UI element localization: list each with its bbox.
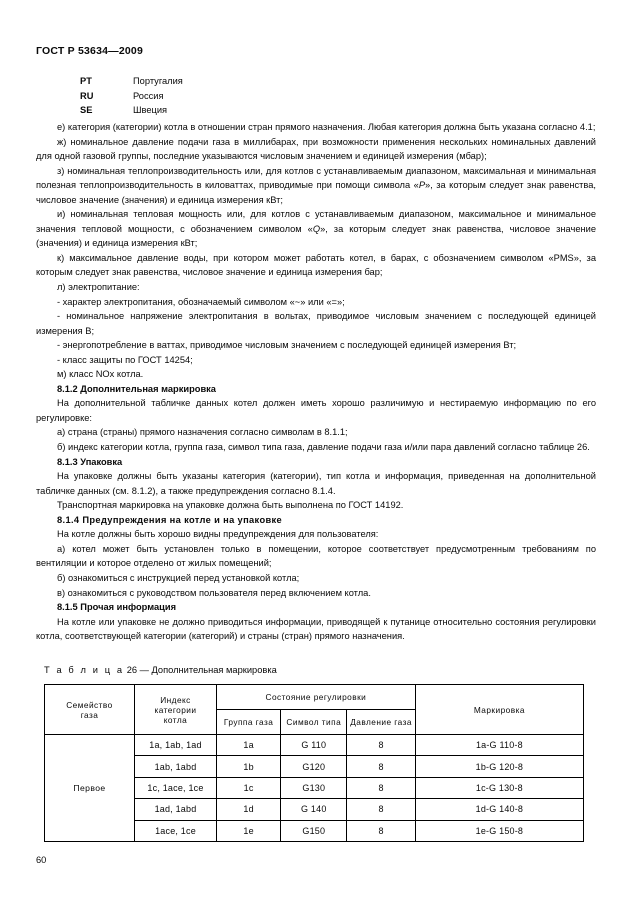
para-8-1-5: На котле или упаковке не должно приводиться информации, приводящей к путанице относительно состояния регулировки котла, соответствующей категории (категорий) и страны (стран) прямого назначения. bbox=[36, 616, 596, 642]
cell-gas-group: 1c bbox=[217, 777, 281, 798]
cell-type-symbol: G 140 bbox=[281, 799, 347, 820]
list-item-zh: ж) номинальное давление подачи газа в миллибарах, при возможности применения нескольких номинальных давлений для одной газовой группы, последние указываются числовым значением и единицей измерения (мбар); bbox=[36, 136, 596, 162]
list-item-e: е) категория (категории) котла в отношении стран прямого назначения. Любая категория должна быть указана согласно 4.1; bbox=[57, 122, 596, 132]
list-item-i-text1: и) номинальная тепловая мощность или, для котлов с устанавливаемым диапазоном, максимальное и минимальное значения тепловой мощности, с обозначением символом « bbox=[36, 209, 596, 234]
country-code: RU bbox=[80, 90, 94, 101]
col-header-type-symbol: Символ типа bbox=[281, 710, 347, 735]
col-header-index-line2: категории bbox=[154, 704, 197, 715]
dash-item-2: - номинальное напряжение электропитания в вольтах, приводимое числовым значением с последующей единицей измерения В; bbox=[36, 311, 596, 336]
cell-gas-group: 1d bbox=[217, 799, 281, 820]
cell-index: 1ad, 1abd bbox=[134, 799, 216, 820]
col-header-marking: Маркировка bbox=[415, 685, 583, 735]
country-code-list bbox=[36, 76, 596, 120]
heading-8-1-3: 8.1.3 Упаковка bbox=[57, 456, 123, 467]
heading-8-1-2: 8.1.2 Дополнительная маркировка bbox=[57, 383, 216, 394]
dash-item-1: - характер электропитания, обозначаемый символом «~» или «=»; bbox=[57, 296, 345, 307]
col-header-index-line1: Индекс bbox=[160, 694, 191, 705]
table-body bbox=[45, 735, 584, 842]
country-row bbox=[36, 76, 596, 91]
list-item-k: к) максимальное давление воды, при котором может работать котел, в барах, с обозначением символом «PMS», за которым следует знак равенства, числовое значение и единица измерения бар; bbox=[36, 252, 596, 278]
list-item-8-1-4-v: в) ознакомиться с руководством пользователя перед включением котла. bbox=[57, 587, 371, 598]
standard-header: ГОСТ Р 53634—2009 bbox=[36, 45, 144, 57]
col-header-gas-group: Группа газа bbox=[217, 710, 281, 735]
cell-index: 1a, 1ab, 1ad bbox=[134, 735, 216, 756]
cell-type-symbol: G120 bbox=[281, 756, 347, 777]
cell-gas-pressure: 8 bbox=[347, 799, 415, 820]
cell-gas-group: 1b bbox=[217, 756, 281, 777]
country-name: Португалия bbox=[133, 76, 183, 86]
country-row bbox=[36, 91, 596, 106]
table-26-additional-marking bbox=[44, 684, 584, 842]
cell-type-symbol: G 110 bbox=[281, 735, 347, 756]
list-item-z bbox=[36, 164, 596, 208]
cell-gas-family: Первое bbox=[45, 735, 135, 842]
country-code: SE bbox=[80, 105, 93, 115]
dash-item-4: - класс защиты по ГОСТ 14254; bbox=[57, 354, 193, 365]
col-header-index-line3: котла bbox=[163, 714, 188, 725]
country-code: PT bbox=[80, 76, 92, 86]
list-item-8-1-2-b: б) индекс категории котла, группа газа, символ типа газа, давление подачи газа и/или пара давлений согласно таблице 26. bbox=[57, 442, 590, 453]
col-header-gas-pressure: Давление газа bbox=[347, 710, 415, 735]
table-caption-title: Дополнительная маркировка bbox=[151, 665, 277, 675]
symbol-q: Q bbox=[312, 223, 321, 234]
col-header-gas-family bbox=[45, 685, 135, 735]
cell-gas-pressure: 8 bbox=[347, 777, 415, 798]
dash-item-3: - энергопотребление в ваттах, приводимое числовым значением с последующей единицей измерения Вт; bbox=[57, 340, 517, 351]
heading-8-1-5: 8.1.5 Прочая информация bbox=[57, 602, 177, 613]
country-row bbox=[36, 105, 596, 120]
col-header-adjustment-state: Состояние регулировки bbox=[217, 685, 416, 710]
col-header-gas-family-line2: газа bbox=[80, 709, 99, 720]
list-item-8-1-2-a: а) страна (страны) прямого назначения согласно символам в 8.1.1; bbox=[57, 427, 348, 438]
cell-marking: 1e-G 150-8 bbox=[415, 820, 583, 841]
country-name: Россия bbox=[133, 90, 164, 101]
table-caption-number: 26 bbox=[126, 665, 138, 675]
table-caption bbox=[44, 665, 277, 675]
col-header-boiler-category-index bbox=[134, 685, 216, 735]
heading-8-1-4: 8.1.4 Предупреждения на котле и на упаковке bbox=[57, 514, 283, 525]
table-caption-label: Т а б л и ц а bbox=[44, 665, 125, 675]
body-text bbox=[36, 120, 596, 644]
list-item-z-text2: », за которым следует знак равенства, числовое значение (значения) и единица измерения кВт; bbox=[36, 180, 597, 205]
cell-type-symbol: G150 bbox=[281, 820, 347, 841]
table-header-row-1 bbox=[45, 685, 584, 710]
cell-gas-pressure: 8 bbox=[347, 756, 415, 777]
cell-index: 1ace, 1ce bbox=[134, 820, 216, 841]
cell-index: 1ab, 1abd bbox=[134, 756, 216, 777]
cell-marking: 1c-G 130-8 bbox=[415, 777, 583, 798]
list-item-i bbox=[36, 207, 596, 251]
list-item-l: л) электропитание: bbox=[57, 282, 140, 293]
para-8-1-2-intro: На дополнительной табличке данных котел должен иметь хорошо различимую и нестираемую информацию по его регулировке: bbox=[36, 398, 596, 423]
cell-marking: 1b-G 120-8 bbox=[415, 756, 583, 777]
cell-type-symbol: G130 bbox=[281, 777, 347, 798]
symbol-p: P bbox=[418, 180, 426, 191]
table-head bbox=[45, 685, 584, 735]
list-item-m: м) класс NOx котла. bbox=[57, 369, 144, 380]
cell-gas-group: 1e bbox=[217, 820, 281, 841]
cell-gas-pressure: 8 bbox=[347, 820, 415, 841]
cell-marking: 1a-G 110-8 bbox=[415, 735, 583, 756]
col-header-gas-family-line1: Семейство bbox=[66, 699, 113, 710]
cell-index: 1c, 1ace, 1ce bbox=[134, 777, 216, 798]
para-8-1-3-1: На упаковке должны быть указаны категория (категории), тип котла и информация, приведенная на дополнительной табличке данных (см. 8.1.2), а также предупреждения согласно 8.1.4. bbox=[36, 471, 596, 496]
cell-gas-pressure: 8 bbox=[347, 735, 415, 756]
para-8-1-3-2: Транспортная маркировка на упаковке должна быть выполнена по ГОСТ 14192. bbox=[57, 500, 404, 511]
list-item-i-text2: », за которым следует знак равенства, числовое значение (значения) и единица измерения кВт; bbox=[36, 223, 596, 249]
list-item-8-1-4-b: б) ознакомиться с инструкцией перед установкой котла; bbox=[57, 572, 300, 583]
table-caption-dash: — bbox=[139, 665, 149, 675]
list-item-8-1-4-a: а) котел может быть установлен только в помещении, которое соответствует предусмотренным требованиям по вентиляции и которое отделено от жилых помещений; bbox=[36, 543, 596, 569]
cell-marking: 1d-G 140-8 bbox=[415, 799, 583, 820]
table-row bbox=[45, 735, 584, 756]
page-number: 60 bbox=[36, 855, 47, 865]
list-item-z-text1: з) номинальная теплопроизводительность или, для котлов с устанавливаемым диапазоном, максимальная и минимальная полезная теплопроизводительность в киловаттах, приводимые при помощи символа « bbox=[36, 165, 596, 191]
cell-gas-group: 1a bbox=[217, 735, 281, 756]
country-name: Швеция bbox=[133, 105, 168, 115]
para-8-1-4-intro: На котле должны быть хорошо видны предупреждения для пользователя: bbox=[57, 529, 379, 540]
